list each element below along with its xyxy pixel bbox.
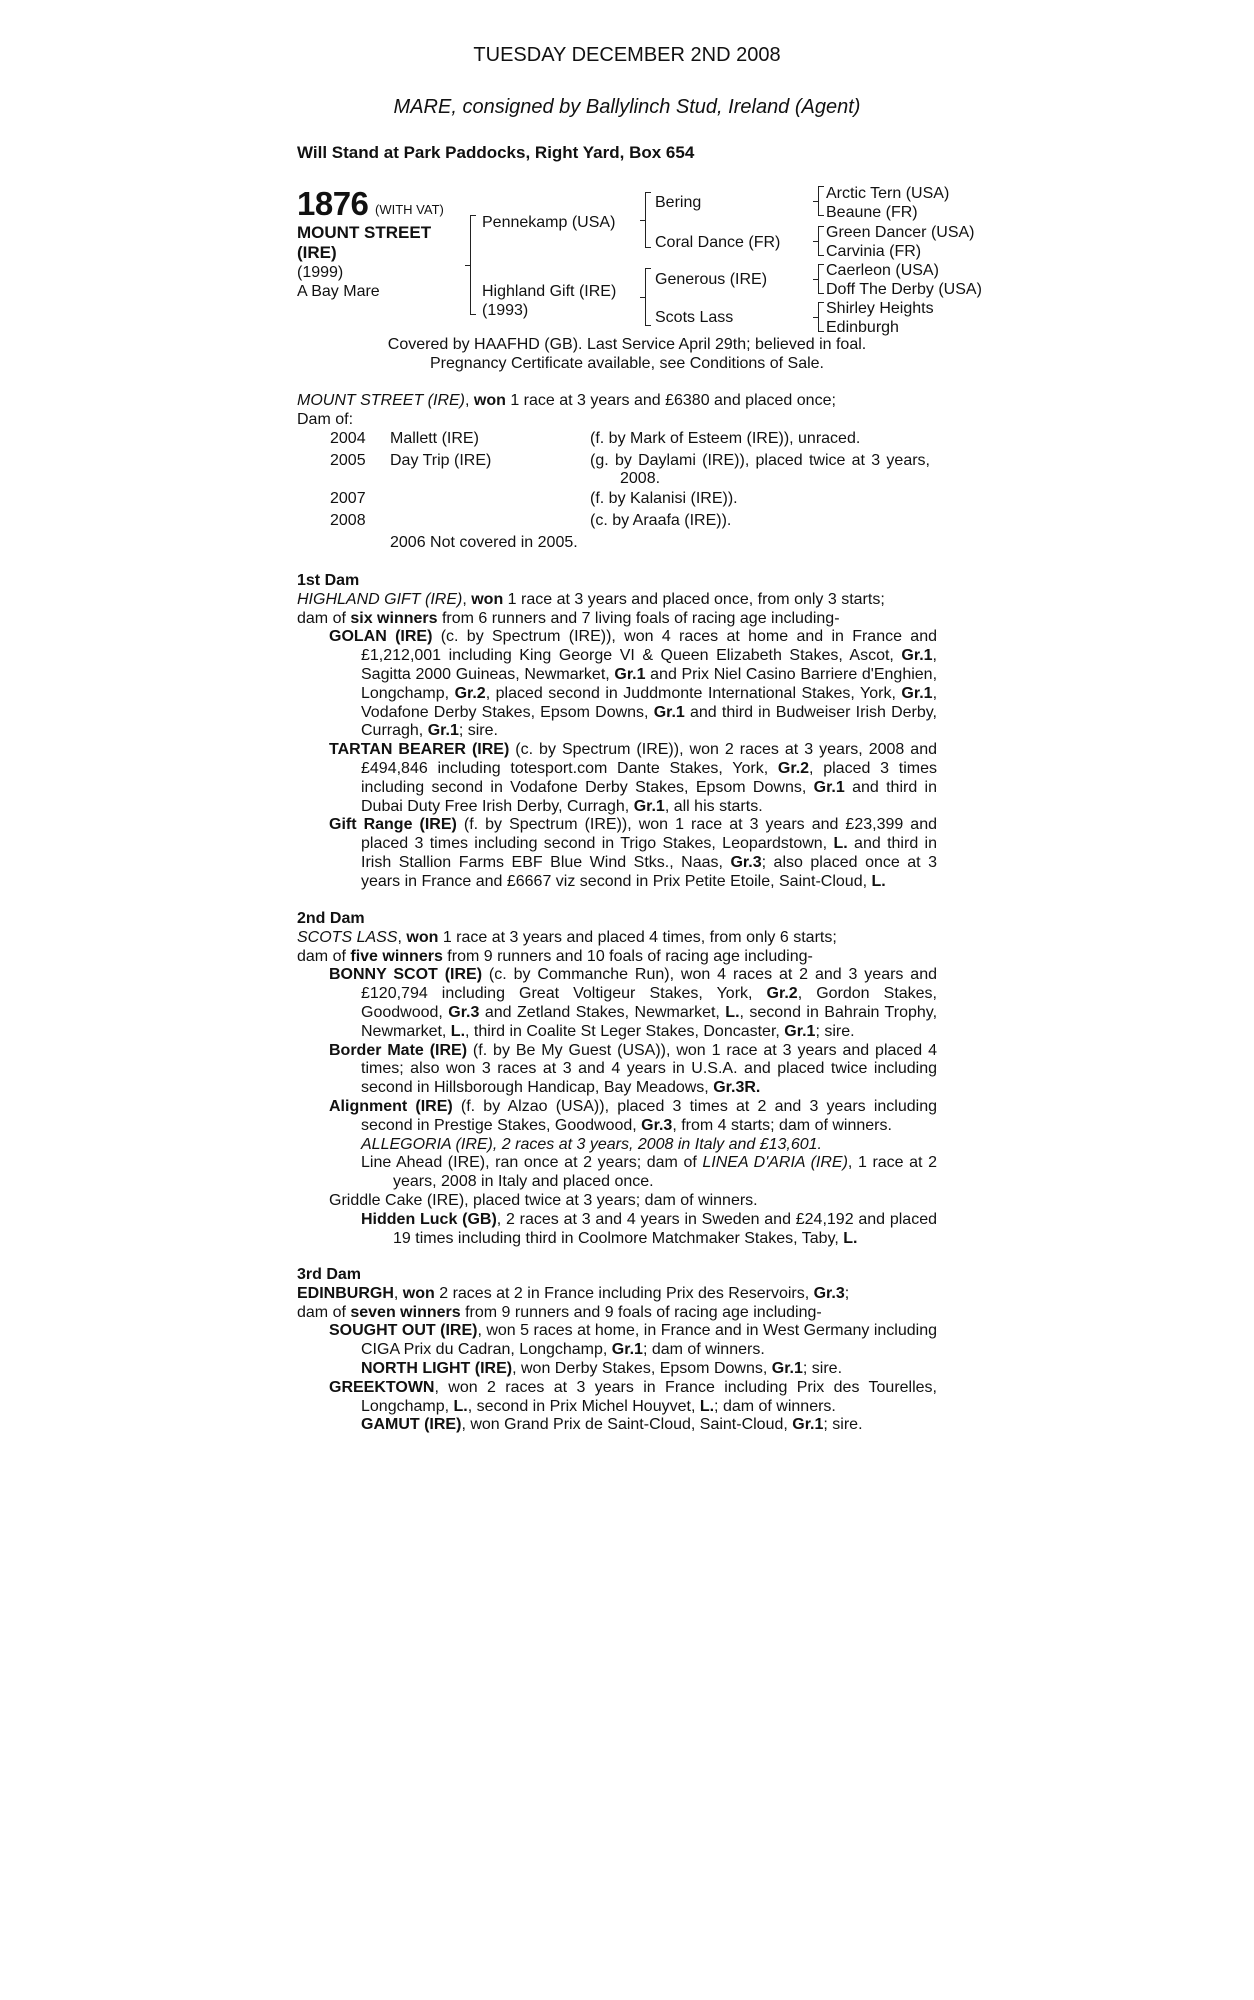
runner-hidden-luck: Hidden Luck (GB), 2 races at 3 and 4 years in Sweden and £24,192 and placed 19 times including third in Coolmore Matchmaker Stakes, Taby, L. <box>361 1210 937 1247</box>
foal-desc-cont: 2008. <box>620 470 661 487</box>
dam-dam: Scots Lass <box>655 309 734 326</box>
runner-allegoria: ALLEGORIA (IRE), 2 races at 3 years, 2008 in Italy and £13,601. <box>361 1135 822 1153</box>
sale-date: TUESDAY DECEMBER 2ND 2008 <box>473 44 781 66</box>
dam-record: EDINBURGH, won 2 races at 2 in France including Prix des Reservoirs, Gr.3; <box>297 1284 850 1302</box>
sire: Pennekamp (USA) <box>482 214 616 231</box>
bracket-sire <box>645 192 646 248</box>
bracket-dam <box>645 268 646 326</box>
foal-year: 2008 <box>330 512 366 529</box>
gg-1: Arctic Tern (USA) <box>826 185 950 202</box>
horse-name-line2: (IRE) <box>297 243 337 262</box>
runner-alignment: Alignment (IRE) (f. by Alzao (USA)), placed 3 times at 2 and 3 years including second in Prestige Stakes, Goodwood, Gr.3, from 4 starts; dam of winners. <box>329 1097 938 1134</box>
runner-bonny-scot: BONNY SCOT (IRE) (c. by Commanche Run), won 4 races at 2 and 3 years and £120,794 including Great Voltigeur Stakes, York, Gr.2, Gordon Stakes, Goodwood, Gr.3 and Zetland Stakes, Newmarket, L., second in Bahrain Trophy, Newmarket, L., third in Coalite St Leger Stakes, Doncaster, Gr.1; sire. <box>329 966 938 1040</box>
section-heading: 1st Dam <box>297 572 360 589</box>
gg-7: Shirley Heights <box>826 300 934 317</box>
horse-description: A Bay Mare <box>297 283 380 300</box>
dam-produce-summary: dam of six winners from 6 runners and 7 living foals of racing age including- <box>297 609 840 627</box>
dam-sire: Generous (IRE) <box>655 271 768 288</box>
runner-line-ahead: Line Ahead (IRE), ran once at 2 years; dam of LINEA D'ARIA (IRE), 1 race at 2 years, 2008 in Italy and placed once. <box>361 1154 937 1191</box>
horse-year: (1999) <box>297 264 344 281</box>
first-dam-section <box>297 572 937 892</box>
foal-name: Mallett (IRE) <box>390 430 479 447</box>
section-heading: 2nd Dam <box>297 910 365 927</box>
foal-desc: (c. by Araafa (IRE)). <box>590 512 732 529</box>
second-dam-section <box>297 910 937 1248</box>
runner-sought-out: SOUGHT OUT (IRE), won 5 races at home, in France and in West Germany including CIGA Prix du Cadran, Longchamp, Gr.1; dam of winners. <box>329 1322 938 1359</box>
foal-year: 2005 <box>330 452 366 469</box>
gg-6: Doff The Derby (USA) <box>826 281 982 298</box>
covering-line2: Pregnancy Certificate available, see Conditions of Sale. <box>430 355 824 372</box>
foal-year: 2004 <box>330 430 366 447</box>
vat-note: (WITH VAT) <box>375 202 444 217</box>
runner-greektown: GREEKTOWN, won 2 races at 3 years in France including Prix des Tourelles, Longchamp, L., second in Prix Michel Houyvet, L.; dam of winners. <box>329 1378 937 1415</box>
foal-desc: (f. by Kalanisi (IRE)). <box>590 490 738 507</box>
gg-3: Green Dancer (USA) <box>826 224 975 241</box>
foal-year: 2007 <box>330 490 366 507</box>
foals-note: 2006 Not covered in 2005. <box>390 534 578 551</box>
covering-line1: Covered by HAAFHD (GB). Last Service April 29th; believed in foal. <box>387 336 867 353</box>
third-dam-section <box>297 1266 937 1435</box>
gg-2: Beaune (FR) <box>826 204 918 221</box>
dam-year: (1993) <box>482 302 529 319</box>
runner-tartan-bearer: TARTAN BEARER (IRE) (c. by Spectrum (IRE)), won 2 races at 3 years, 2008 and £494,846 including totesport.com Dante Stakes, York, Gr.2, placed 3 times including second in Vodafone Derby Stakes, Epsom Downs, Gr.1 and third in Dubai Duty Free Irish Derby, Curragh, Gr.1, all his starts. <box>329 741 938 815</box>
foal-name: Day Trip (IRE) <box>390 452 492 469</box>
horse-name-line1: MOUNT STREET <box>297 223 432 242</box>
dam-produce-summary: dam of seven winners from 9 runners and 9 foals of racing age including- <box>297 1303 822 1321</box>
gg-5: Caerleon (USA) <box>826 262 939 279</box>
dam: Highland Gift (IRE) <box>482 283 617 300</box>
runner-gift-range: Gift Range (IRE) (f. by Spectrum (IRE)), won 1 race at 3 years and £23,399 and placed 3 times including second in Trigo Stakes, Leopardstown, L. and third in Irish Stallion Farms EBF Blue Wind Stks., Naas, Gr.3; also placed once at 3 years in France and £6667 viz second in Prix Petite Etoile, Saint-Cloud, L. <box>329 816 938 890</box>
runner-north-light: NORTH LIGHT (IRE), won Derby Stakes, Epsom Downs, Gr.1; sire. <box>361 1359 843 1377</box>
section-heading: 3rd Dam <box>297 1266 362 1283</box>
foal-desc: (g. by Daylami (IRE)), placed twice at 3 years, <box>590 452 930 469</box>
gg-8: Edinburgh <box>826 319 899 336</box>
sire-sire: Bering <box>655 194 702 211</box>
stand-location: Will Stand at Park Paddocks, Right Yard, Box 654 <box>297 143 695 162</box>
gg-4: Carvinia (FR) <box>826 243 922 260</box>
sire-dam: Coral Dance (FR) <box>655 234 781 251</box>
runner-border-mate: Border Mate (IRE) (f. by Be My Guest (USA)), won 1 race at 3 years and placed 4 times; also won 3 races at 3 and 4 years in U.S.A. and placed twice including second in Hillsborough Handicap, Bay Meadows, Gr.3R. <box>329 1041 937 1097</box>
runner-gamut: GAMUT (IRE), won Grand Prix de Saint-Cloud, Saint-Cloud, Gr.1; sire. <box>361 1416 863 1434</box>
dam-of-label: Dam of: <box>297 411 354 428</box>
runner-golan: GOLAN (IRE) (c. by Spectrum (IRE)), won 4 races at home and in France and £1,212,001 including King George VI & Queen Elizabeth Stakes, Ascot, Gr.1, Sagitta 2000 Guineas, Newmarket, Gr.1 and Prix Niel Casino Barriere d'Enghien, Longchamp, Gr.2, placed second in Juddmonte International Stakes, York, Gr.1, Vodafone Derby Stakes, Epsom Downs, Gr.1 and third in Budweiser Irish Derby, Curragh, Gr.1; sire. <box>329 628 938 740</box>
consignment-line: MARE, consigned by Ballylinch Stud, Ireland (Agent) <box>393 96 861 118</box>
lot-number: 1876 <box>297 185 369 222</box>
bracket-parents <box>470 215 471 315</box>
runner-griddle-cake: Griddle Cake (IRE), placed twice at 3 years; dam of winners. <box>329 1191 758 1209</box>
dam-record: HIGHLAND GIFT (IRE), won 1 race at 3 years and placed once, from only 3 starts; <box>297 590 885 608</box>
dam-produce-summary: dam of five winners from 9 runners and 10 foals of racing age including- <box>297 947 813 965</box>
race-record: MOUNT STREET (IRE), won 1 race at 3 years and £6380 and placed once; <box>297 392 836 409</box>
dam-record: SCOTS LASS, won 1 race at 3 years and placed 4 times, from only 6 starts; <box>297 928 837 946</box>
foal-desc: (f. by Mark of Esteem (IRE)), unraced. <box>590 430 861 447</box>
